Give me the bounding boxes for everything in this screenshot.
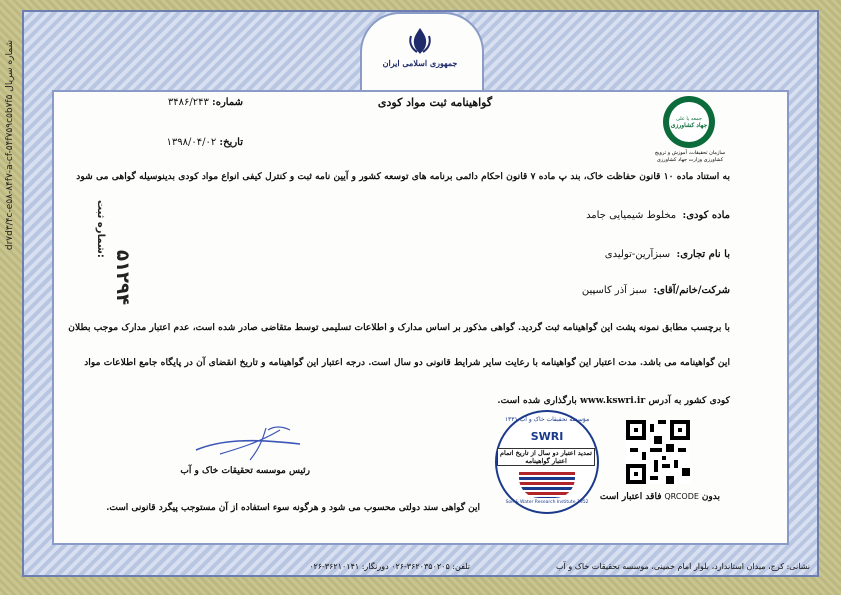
registration-label: شماره ثبت: — [95, 200, 106, 258]
signature-title: رئیس موسسه تحقیقات خاک و آب — [180, 466, 310, 476]
jahad-org: سازمان تحقیقات، آموزش و ترویج کشاورزی وزارت جهاد کشاورزی — [654, 150, 726, 163]
signature-icon — [190, 420, 310, 464]
stamp-center: SWRI — [530, 430, 564, 443]
jahad-name: جهاد کشاورزی — [670, 121, 708, 129]
company-line: شرکت/خانم/آقای: سبز آذر کاسپین — [581, 285, 730, 296]
iran-emblem-icon — [407, 26, 433, 56]
validity-paragraph-line2: این گواهینامه می باشد. مدت اعتبار این گواهینامه با رعایت سایر شرایط قانونی دو سال است. درجه اعتبار این گواهینامه و تاریخ انقضای آن در پایگاه جامع اطلاعات مواد — [84, 357, 730, 368]
material-line: ماده کودی: مخلوط شیمیایی جامد — [586, 210, 730, 221]
intro-text: به استناد ماده ۱۰ قانون حفاظت خاک، بند پ ماده ۷ قانون احکام دائمی برنامه های توسعه کشور و آیین نامه ثبت و کنترل کیفی انواع مواد کودی بدینوسیله گواهی می شود — [76, 171, 730, 182]
certificate-title: گواهینامه ثبت مواد کودی — [377, 96, 493, 109]
jahad-ring-text: جمعه یا علی — [676, 115, 702, 122]
validity-paragraph-line3: کودی کشور به آدرس www.kswri.ir بارگذاری شده است. — [497, 395, 730, 406]
brand-line: با نام تجاری: سبزآرین-تولیدی — [604, 249, 730, 260]
stamp-top-text: مؤسسه تحقیقات خاک و آب ۱۳۳۱ — [504, 416, 590, 423]
jahad-logo — [663, 96, 715, 148]
validity-paragraph-line1: با برچسب مطابق نمونه پشت این گواهینامه ثبت گردید. گواهی مذکور بر اساس مدارک و اطلاعات تسلیمی توسط متقاضی صادر شده است، عدم اعتبار مدارک موجب بطلان — [68, 322, 730, 333]
certificate-number: شماره: ۳۴۸۶/۲۴۳ — [167, 97, 243, 108]
footer-address: نشانی: کرج، میدان استاندارد، بلوار امام خمینی، موسسه تحقیقات خاک و آب — [556, 562, 810, 571]
footer-phone: تلفن: ۳۶۲۰۳۵۰۲۰۵-۰۲۶ دورنگار: ۳۶۲۱۰۱۴۱-۰۲۶ — [309, 562, 470, 571]
stamp-waves — [519, 472, 575, 498]
qr-note: بدون QRCODE فاقد اعتبار است — [599, 492, 720, 502]
qr-code-icon — [626, 420, 690, 484]
stamp-validity-line2: اعتبار گواهینامه — [525, 457, 567, 465]
stamp-validity — [497, 448, 595, 466]
certificate-date: تاریخ: ۱۳۹۸/۰۴/۰۲ — [166, 137, 243, 148]
stamp-bottom-text: Soil & Water Research Institute 1952 — [505, 500, 589, 505]
emblem-caption: جمهوری اسلامی ایران — [382, 58, 458, 68]
legal-note: این گواهی سند دولتی محسوب می شود و هرگونه سوء استفاده از آن مستوجب پیگرد قانونی است. — [106, 503, 480, 513]
serial-code: dr۷d۳/۴c-e۵۸-۸۴f۷-a-cf-۵۴f۷۵۹c۵b۷f۵ شماره سریال — [5, 40, 15, 251]
stamp-validity-line1: تمدید اعتبار دو سال از تاریخ اتمام — [500, 449, 592, 457]
registration-number: ۵۱۲۹۴ — [112, 250, 133, 305]
